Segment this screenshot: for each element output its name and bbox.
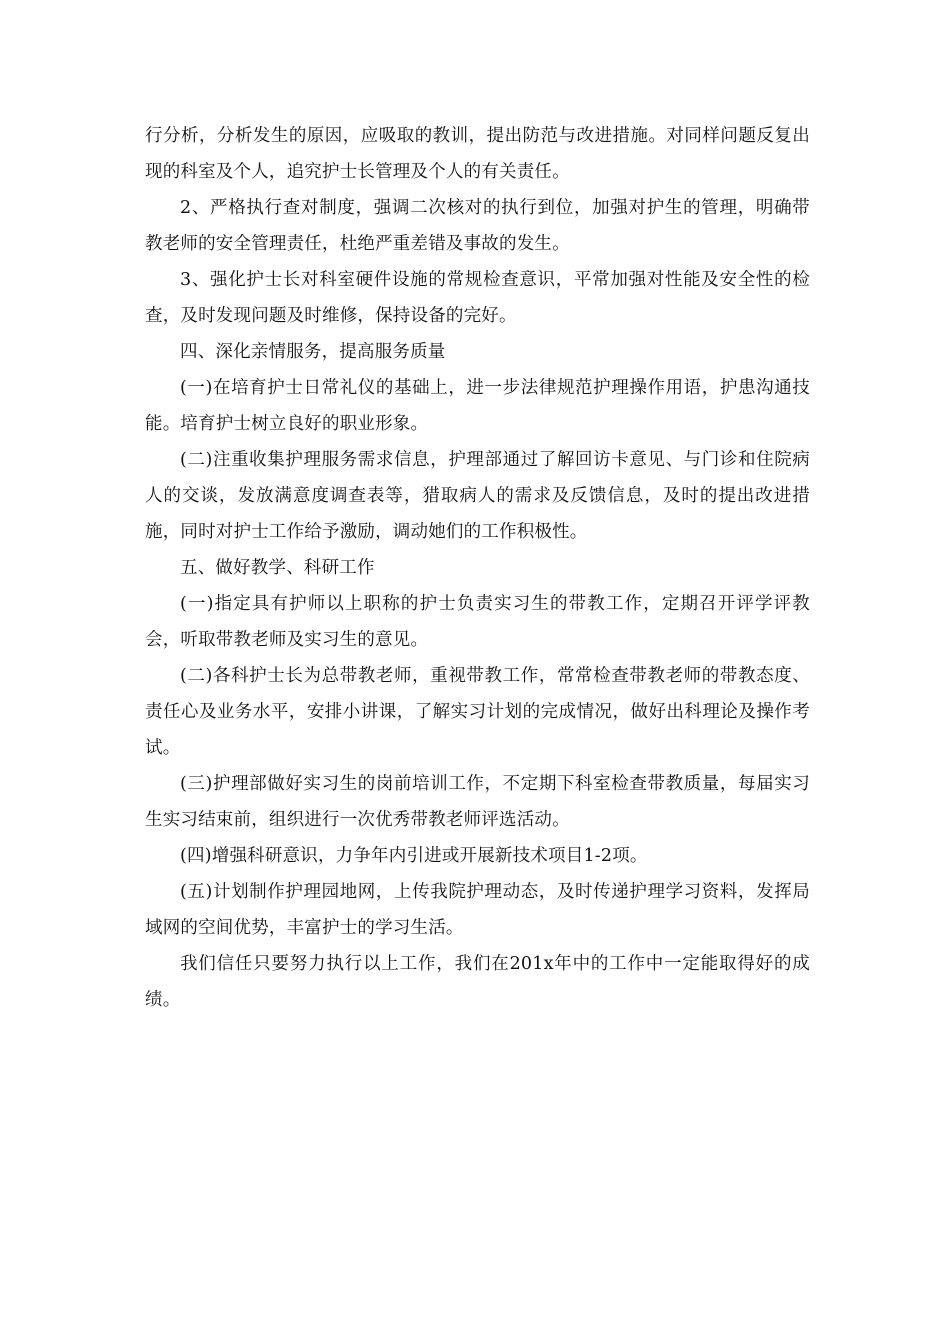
section-heading: 四、深化亲情服务，提高服务质量 bbox=[180, 342, 446, 362]
paragraph: (一)在培育护士日常礼仪的基础上，进一步法律规范护理操作用语，护患沟通技能。培育护士树立良好的职业形象。 bbox=[145, 378, 810, 434]
closing-paragraph: 我们信任只要努力执行以上工作，我们在201x年中的工作中一定能取得好的成绩。 bbox=[145, 954, 810, 1010]
paragraph: (一)指定具有护师以上职称的护士负责实习生的带教工作，定期召开评学评教会，听取带教老师及实习生的意见。 bbox=[145, 594, 810, 650]
paragraph: (二)注重收集护理服务需求信息，护理部通过了解回访卡意见、与门诊和住院病人的交谈，发放满意度调查表等，猎取病人的需求及反馈信息，及时的提出改进措施，同时对护士工作给予激励，调动她们的工作积极性。 bbox=[145, 450, 810, 542]
section-heading: 五、做好教学、科研工作 bbox=[180, 558, 375, 578]
paragraph: 2、严格执行查对制度，强调二次核对的执行到位，加强对护生的管理，明确带教老师的安全管理责任，杜绝严重差错及事故的发生。 bbox=[145, 198, 810, 254]
paragraph: 行分析，分析发生的原因，应吸取的教训，提出防范与改进措施。对同样问题反复出现的科室及个人，追究护士长管理及个人的有关责任。 bbox=[145, 126, 810, 182]
paragraph: (四)增强科研意识，力争年内引进或开展新技术项目1-2项。 bbox=[180, 846, 648, 866]
paragraph: (五)计划制作护理园地网，上传我院护理动态，及时传递护理学习资料，发挥局域网的空间优势，丰富护士的学习生活。 bbox=[145, 882, 810, 938]
paragraph: (三)护理部做好实习生的岗前培训工作，不定期下科室检查带教质量，每届实习生实习结束前，组织进行一次优秀带教老师评选活动。 bbox=[145, 774, 810, 830]
document-body bbox=[145, 118, 810, 1018]
paragraph: 3、强化护士长对科室硬件设施的常规检查意识，平常加强对性能及安全性的检查，及时发现问题及时维修，保持设备的完好。 bbox=[145, 270, 810, 326]
paragraph: (二)各科护士长为总带教老师，重视带教工作，常常检查带教老师的带教态度、责任心及业务水平，安排小讲课，了解实习计划的完成情况，做好出科理论及操作考试。 bbox=[145, 666, 810, 758]
